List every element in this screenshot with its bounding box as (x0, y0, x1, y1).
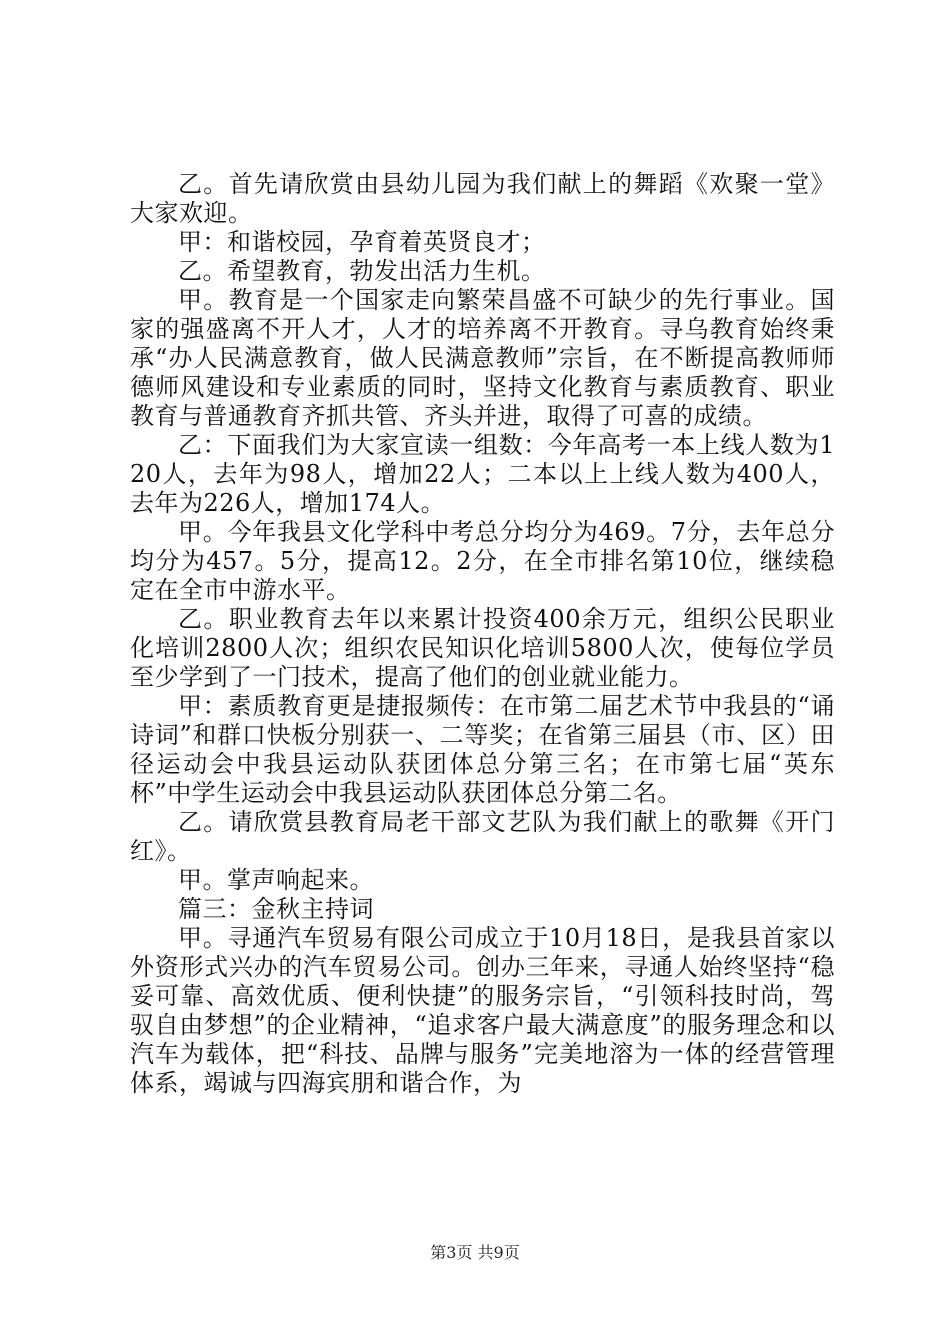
paragraph: 乙：下面我们为大家宣读一组数：今年高考一本上线人数为120人，去年为98人，增加22人；二本以上上线人数为400人，去年为226人，增加174人。 (130, 431, 835, 517)
paragraph: 甲。寻通汽车贸易有限公司成立于10月18日，是我县首家以外资形式兴办的汽车贸易公司。创办三年来，寻通人始终坚持“稳妥可靠、高效优质、便利快捷”的服务宗旨，“引领科技时尚，驾驭自由梦想”的企业精神，“追求客户最大满意度”的服务理念和以汽车为载体，把“科技、品牌与服务”完美地溶为一体的经营管理体系，竭诚与四海宾朋和谐合作，为 (130, 924, 835, 1097)
paragraph: 甲。今年我县文化学科中考总分均分为469。7分，去年总分均分为457。5分，提高12。2分，在全市排名第10位，继续稳定在全市中游水平。 (130, 518, 835, 604)
document-body (130, 170, 835, 1098)
paragraph: 乙。首先请欣赏由县幼儿园为我们献上的舞蹈《欢聚一堂》大家欢迎。 (130, 170, 835, 227)
section-heading: 篇三：金秋主持词 (178, 895, 374, 923)
paragraph: 甲。教育是一个国家走向繁荣昌盛不可缺少的先行事业。国家的强盛离不开人才，人才的培养离不开教育。寻乌教育始终秉承“办人民满意教育，做人民满意教师”宗旨，在不断提高教师师德师风建设和专业素质的同时，坚持文化教育与素质教育、职业教育与普通教育齐抓共管、齐头并进，取得了可喜的成绩。 (130, 286, 835, 430)
page-number-footer: 第3页 共9页 (430, 1243, 520, 1262)
paragraph: 甲。掌声响起来。 (178, 866, 374, 894)
paragraph: 甲：素质教育更是捷报频传：在市第二届艺术节中我县的“诵诗词”和群口快板分别获一、二等奖；在省第三届县（市、区）田径运动会中我县运动队获团体总分第三名；在市第七届“英东杯”中学生运动会中我县运动队获团体总分第二名。 (130, 692, 835, 807)
paragraph: 乙。希望教育，勃发出活力生机。 (178, 257, 546, 285)
paragraph: 乙。职业教育去年以来累计投资400余万元，组织公民职业化培训2800人次；组织农民知识化培训5800人次，使每位学员至少学到了一门技术，提高了他们的创业就业能力。 (130, 605, 835, 691)
paragraph: 甲：和谐校园，孕育着英贤良才； (178, 228, 546, 256)
paragraph: 乙。请欣赏县教育局老干部文艺队为我们献上的歌舞《开门红》。 (130, 808, 835, 865)
